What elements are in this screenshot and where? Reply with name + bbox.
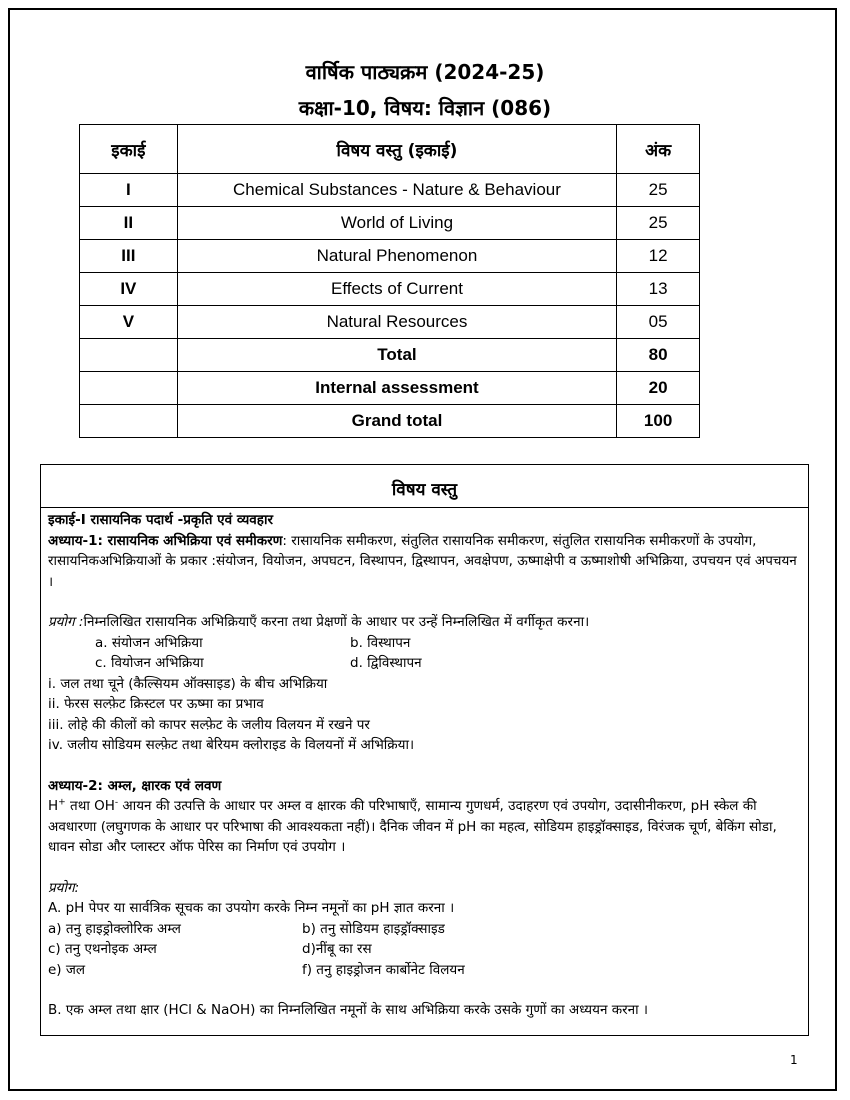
list-item: e) जल [48,961,86,978]
chapter2-paragraph [48,796,801,858]
content-heading: विषय वस्तु [41,465,808,508]
list-item: d. द्विविस्थापन [350,655,422,671]
table-row [80,273,700,306]
table-header-row [80,125,700,174]
header-marks: अंक [617,125,700,174]
list-item: a. संयोजन अभिक्रिया [95,634,203,651]
grand-total-label: Grand total [177,405,617,438]
topic-cell: Chemical Substances - Nature & Behaviour [177,174,617,207]
total-marks: 80 [617,339,700,372]
chapter2-label: अध्याय-2: अम्ल, क्षारक एवं लवण [48,777,222,794]
list-item: iv. जलीय सोडियम सल्फ़ेट तथा बेरियम क्लोराइड के विलयनों में अभिक्रिया। [48,737,415,753]
topic-cell: Natural Resources [177,306,617,339]
chapter2-mid: तथा OH [65,798,115,814]
internal-assessment-label: Internal assessment [177,372,617,405]
table-row [80,207,700,240]
unit-cell: V [80,306,178,339]
marks-cell: 13 [617,273,700,306]
grand-total-marks: 100 [617,405,700,438]
unit-cell: IV [80,273,178,306]
table-row [80,174,700,207]
experiment1-options-row [48,653,801,674]
page-title: वार्षिक पाठ्यक्रम (2024-25) [305,60,545,84]
content-body [41,508,808,1023]
total-label: Total [177,339,617,372]
list-item: c) तनु एथनोइक अम्ल [48,941,157,957]
list-item: c. वियोजन अभिक्रिया [95,655,204,671]
unit-cell: II [80,207,178,240]
empty-cell [80,405,178,438]
grand-total-row [80,405,700,438]
page-number: 1 [790,1053,798,1067]
list-item: i. जल तथा चूने (कैल्सियम ऑक्साइड) के बीच अभिक्रिया [48,675,328,692]
content-box [40,464,809,1036]
chapter2-text: आयन की उत्पत्ति के आधार पर अम्ल व क्षारक की परिभाषाएँ, सामान्य गुणधर्म, उदाहरण एवं उपयोग, उदासीनीकरण, pH स्केल की अवधारणा (लघुगणक के आधार पर परिभाषा की आवश्यकता नहीं)। दैनिक जीवन में pH का महत्व, सोडियम हाइड्रॉक्साइड, विरंजक चूर्ण, बेकिंग सोडा, धावन सोडा और प्लास्टर ऑफ पेरिस का निर्माण एवं उपयोग । [48,798,777,855]
chapter1-label: अध्याय-1: रासायनिक अभिक्रिया एवं समीकरण [48,532,283,549]
list-item: iii. लोहे की कीलों को कापर सल्फ़ेट के जलीय विलयन में रखने पर [48,716,370,733]
table-row [80,306,700,339]
topic-cell: Effects of Current [177,273,617,306]
chapter2-oh-sup: - [114,797,119,808]
list-item: b. विस्थापन [350,634,411,651]
experiment2-part-a: A. pH पेपर या सार्वत्रिक सूचक का उपयोग करके निम्न नमूनों का pH ज्ञात करना । [48,900,455,916]
chapter2-h-sup: + [58,797,66,808]
topic-cell: Natural Phenomenon [177,240,617,273]
list-item: f) तनु हाइड्रोजन कार्बोनेट विलयन [302,961,465,978]
marks-cell: 05 [617,306,700,339]
internal-assessment-row [80,372,700,405]
table-row [80,240,700,273]
chapter1-text: : रासायनिक समीकरण, संतुलित रासायनिक समीकरण, संतुलित रासायनिक समीकरणों के उपयोग, रासायनिकअभिक्रियाओं के प्रकार :संयोजन, वियोजन, अपघटन, विस्थापन, द्विस्थापन, अवक्षेपण, ऊष्माक्षेपी व ऊष्माशोषी अभिक्रिया, उपचयन एवं अपचयन । [48,532,797,590]
experiment2-options-row [48,919,801,940]
marks-cell: 25 [617,207,700,240]
units-table [79,124,700,438]
list-item: b) तनु सोडियम हाइड्रॉक्साइड [302,920,445,937]
experiment1-options-row [48,633,801,654]
experiment2-options-row [48,939,801,960]
list-item: a) तनु हाइड्रोक्लोरिक अम्ल [48,920,181,937]
internal-assessment-marks: 20 [617,372,700,405]
experiment1-paragraph [48,612,801,633]
empty-cell [80,339,178,372]
experiment2-part-b: B. एक अम्ल तथा क्षार (HCl & NaOH) का निम्नलिखित नमूनों के साथ अभिक्रिया करके उसके गुणों का अध्ययन करना । [48,1002,649,1018]
experiment1-text: निम्नलिखित रासायनिक अभिक्रियाएँ करना तथा प्रेक्षणों के आधार पर उन्हें निम्नलिखित में वर्गीकृत करना। [83,614,590,630]
marks-cell: 12 [617,240,700,273]
total-row [80,339,700,372]
chapter1-paragraph [48,531,801,593]
experiment2-options-row [48,960,801,981]
experiment2-label: प्रयोग: [48,879,80,896]
unit-cell: III [80,240,178,273]
header-unit: इकाई [80,125,178,174]
marks-cell: 25 [617,174,700,207]
empty-cell [80,372,178,405]
list-item: d)नींबू का रस [302,941,372,957]
topic-cell: World of Living [177,207,617,240]
chapter2-h: H [48,798,59,814]
header-topic: विषय वस्तु (इकाई) [177,125,617,174]
list-item: ii. फेरस सल्फ़ेट क्रिस्टल पर ऊष्मा का प्रभाव [48,696,264,712]
experiment1-label: प्रयोग : [48,614,84,630]
unit-cell: I [80,174,178,207]
page-subtitle: कक्षा-10, विषय: विज्ञान (086) [298,96,552,120]
unit1-title: इकाई-I रासायनिक पदार्थ -प्रकृति एवं व्यवहार [48,512,273,528]
